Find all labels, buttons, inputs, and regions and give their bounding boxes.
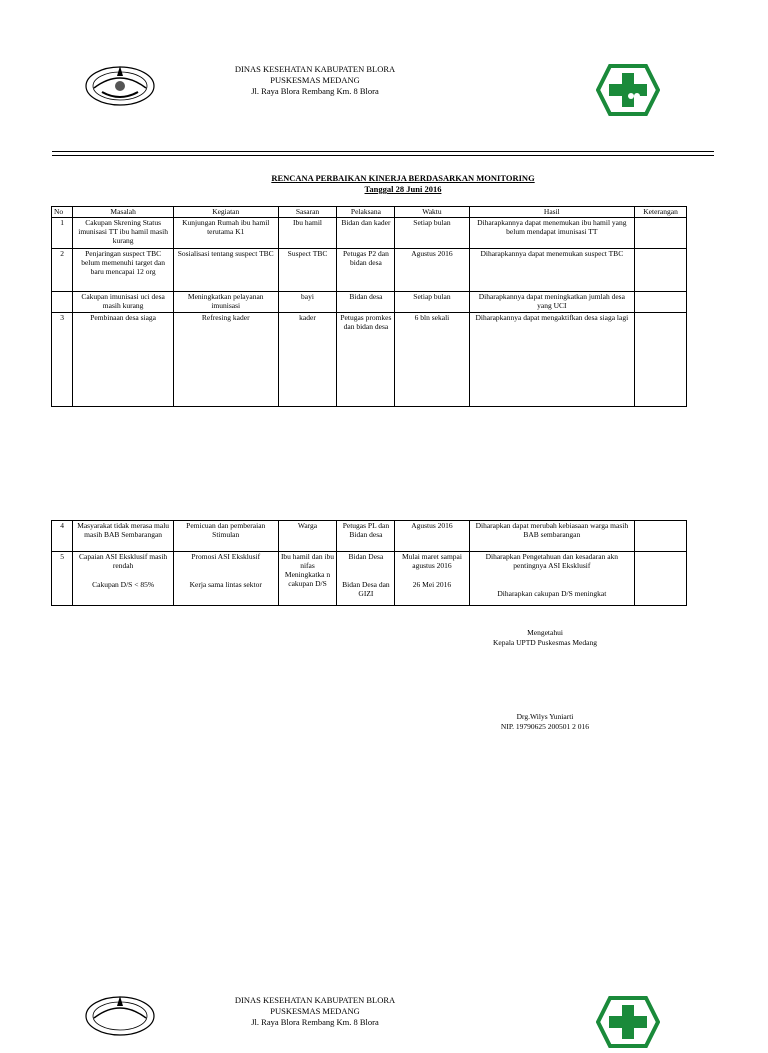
- cell-keterangan: [635, 521, 687, 552]
- cell-no: 3: [52, 313, 73, 407]
- puskesmas-cross-logo-icon: [596, 64, 660, 116]
- cell-masalah: Cakupan Skrening Status imunisasi TT ibu hamil masih kurang: [73, 218, 174, 249]
- cell-pelaksana: Petugas promkes dan bidan desa: [337, 313, 395, 407]
- cell-hasil: Diharapkannya dapat meningkatkan jumlah desa yang UCI: [469, 292, 635, 313]
- cell-keterangan: [635, 552, 687, 606]
- cell-waktu: Agustus 2016: [395, 249, 469, 292]
- letterhead-text: [200, 995, 430, 1028]
- hasil-line: Diharapkan Pengetahuan dan kesadaran akn pentingnya ASI Eksklusif: [485, 552, 619, 570]
- column-header: Sasaran: [278, 207, 337, 218]
- cell-keterangan: [635, 218, 687, 249]
- cell-kegiatan: Refresing kader: [173, 313, 278, 407]
- signatory-block: [470, 712, 620, 732]
- column-header: Waktu: [395, 207, 469, 218]
- cell-masalah: [73, 552, 174, 606]
- signatory-nip: NIP. 19790625 200501 2 016: [500, 722, 590, 731]
- cell-pelaksana: Bidan dan kader: [337, 218, 395, 249]
- masalah-line: Capaian ASI Eksklusif masih rendah: [79, 552, 168, 570]
- cell-waktu: 6 bln sekali: [395, 313, 469, 407]
- header-rule-thick: [52, 151, 714, 152]
- cell-waktu: Agustus 2016: [395, 521, 469, 552]
- cell-hasil: [469, 552, 635, 606]
- column-header: Kegiatan: [173, 207, 278, 218]
- cell-kegiatan: Pemicuan dan pemberaian Stimulan: [173, 521, 278, 552]
- waktu-line: Mulai maret sampai agustus 2016: [401, 552, 462, 570]
- puskesmas-cross-logo-icon: [596, 996, 660, 1048]
- cell-no: 2: [52, 249, 73, 292]
- column-header: Pelaksana: [337, 207, 395, 218]
- approval-block: [470, 628, 620, 648]
- cell-sasaran: Suspect TBC: [278, 249, 337, 292]
- table-row: [52, 521, 687, 552]
- cell-waktu: Setiap bulan: [395, 292, 469, 313]
- cell-hasil: Diharapkannya dapat menemukan suspect TBC: [469, 249, 635, 292]
- column-header: Hasil: [469, 207, 635, 218]
- cell-kegiatan: Kunjungan Rumah ibu hamil terutama K1: [173, 218, 278, 249]
- cell-waktu: Setiap bulan: [395, 218, 469, 249]
- puskesmas-name: PUSKESMAS MEDANG: [270, 1006, 360, 1016]
- column-header: Masalah: [73, 207, 174, 218]
- cell-pelaksana: Petugas PL dan Bidan desa: [337, 521, 395, 552]
- cell-keterangan: [635, 313, 687, 407]
- next-page-letterhead: [0, 986, 768, 1046]
- cell-sasaran: bayi: [278, 292, 337, 313]
- improvement-plan-table-2: [51, 520, 687, 606]
- title-main: RENCANA PERBAIKAN KINERJA BERDASARKAN MONITORING: [271, 173, 535, 183]
- letterhead-text: [200, 64, 430, 97]
- table-row: [52, 552, 687, 606]
- cell-sasaran: Ibu hamil: [278, 218, 337, 249]
- approver-position: Kepala UPTD Puskesmas Medang: [493, 638, 597, 647]
- cell-hasil: Diharapkannya dapat menemukan ibu hamil yang belum mendapat imunisasi TT: [469, 218, 635, 249]
- improvement-plan-table-1: [51, 206, 687, 407]
- cell-pelaksana: Bidan desa: [337, 292, 395, 313]
- document-title: [200, 173, 606, 195]
- signatory-name: Drg.Wilys Yuniarti: [516, 712, 574, 721]
- table-header-row: [52, 207, 687, 218]
- blora-regency-seal-icon: [84, 992, 156, 1038]
- cell-keterangan: [635, 292, 687, 313]
- puskesmas-name: PUSKESMAS MEDANG: [270, 75, 360, 85]
- approval-label: Mengetahui: [527, 628, 563, 637]
- cell-masalah: Cakupan imunisasi uci desa masih kurang: [73, 292, 174, 313]
- table-row: [52, 218, 687, 249]
- cell-masalah: Penjaringan suspect TBC belum memenuhi target dan baru mencapai 12 org: [73, 249, 174, 292]
- cell-hasil: Diharapkan dapat merubah kebiasaan warga masih BAB sembarangan: [469, 521, 635, 552]
- cell-no: 4: [52, 521, 73, 552]
- cell-hasil: Diharapkannya dapat mengaktifkan desa siaga lagi: [469, 313, 635, 407]
- kegiatan-line: Kerja sama lintas sektor: [189, 580, 262, 589]
- blora-regency-seal-icon: [84, 62, 156, 108]
- agency-name: DINAS KESEHATAN KABUPATEN BLORA: [234, 64, 396, 74]
- column-header: No: [52, 207, 73, 218]
- kegiatan-line: Promosi ASI Eksklusif: [191, 552, 261, 561]
- cell-pelaksana: [337, 552, 395, 606]
- cell-kegiatan: Meningkatkan pelayanan imunisasi: [173, 292, 278, 313]
- cell-keterangan: [635, 249, 687, 292]
- cell-sasaran: Warga: [278, 521, 337, 552]
- pelaksana-line: Bidan Desa: [348, 552, 384, 561]
- table-row: [52, 292, 687, 313]
- hasil-line: Diharapkan cakupan D/S meningkat: [497, 589, 607, 598]
- agency-name: DINAS KESEHATAN KABUPATEN BLORA: [234, 995, 396, 1005]
- table-row: [52, 249, 687, 292]
- title-date: Tanggal 28 Juni 2016: [364, 184, 442, 194]
- cell-kegiatan: Sosialisasi tentang suspect TBC: [173, 249, 278, 292]
- waktu-line: 26 Mei 2016: [412, 580, 452, 589]
- cell-sasaran: kader: [278, 313, 337, 407]
- address: Jl. Raya Blora Rembang Km. 8 Blora: [251, 86, 379, 96]
- letterhead: [0, 58, 768, 118]
- cell-no: [52, 292, 73, 313]
- cell-no: 1: [52, 218, 73, 249]
- cell-masalah: Masyarakat tidak merasa malu masih BAB Sembarangan: [73, 521, 174, 552]
- address: Jl. Raya Blora Rembang Km. 8 Blora: [251, 1017, 379, 1027]
- column-header: Keterangan: [635, 207, 687, 218]
- cell-kegiatan: [173, 552, 278, 606]
- cell-waktu: [395, 552, 469, 606]
- masalah-line: Cakupan D/S < 85%: [92, 580, 155, 589]
- cell-masalah: Pembinaan desa siaga: [73, 313, 174, 407]
- cell-pelaksana: Petugas P2 dan bidan desa: [337, 249, 395, 292]
- header-rule-thin: [52, 155, 714, 156]
- pelaksana-line: Bidan Desa dan GIZI: [342, 580, 390, 598]
- table-row: [52, 313, 687, 407]
- cell-sasaran: Ibu hamil dan ibu nifas Meningkatka n cakupan D/S: [278, 552, 337, 606]
- cell-no: 5: [52, 552, 73, 606]
